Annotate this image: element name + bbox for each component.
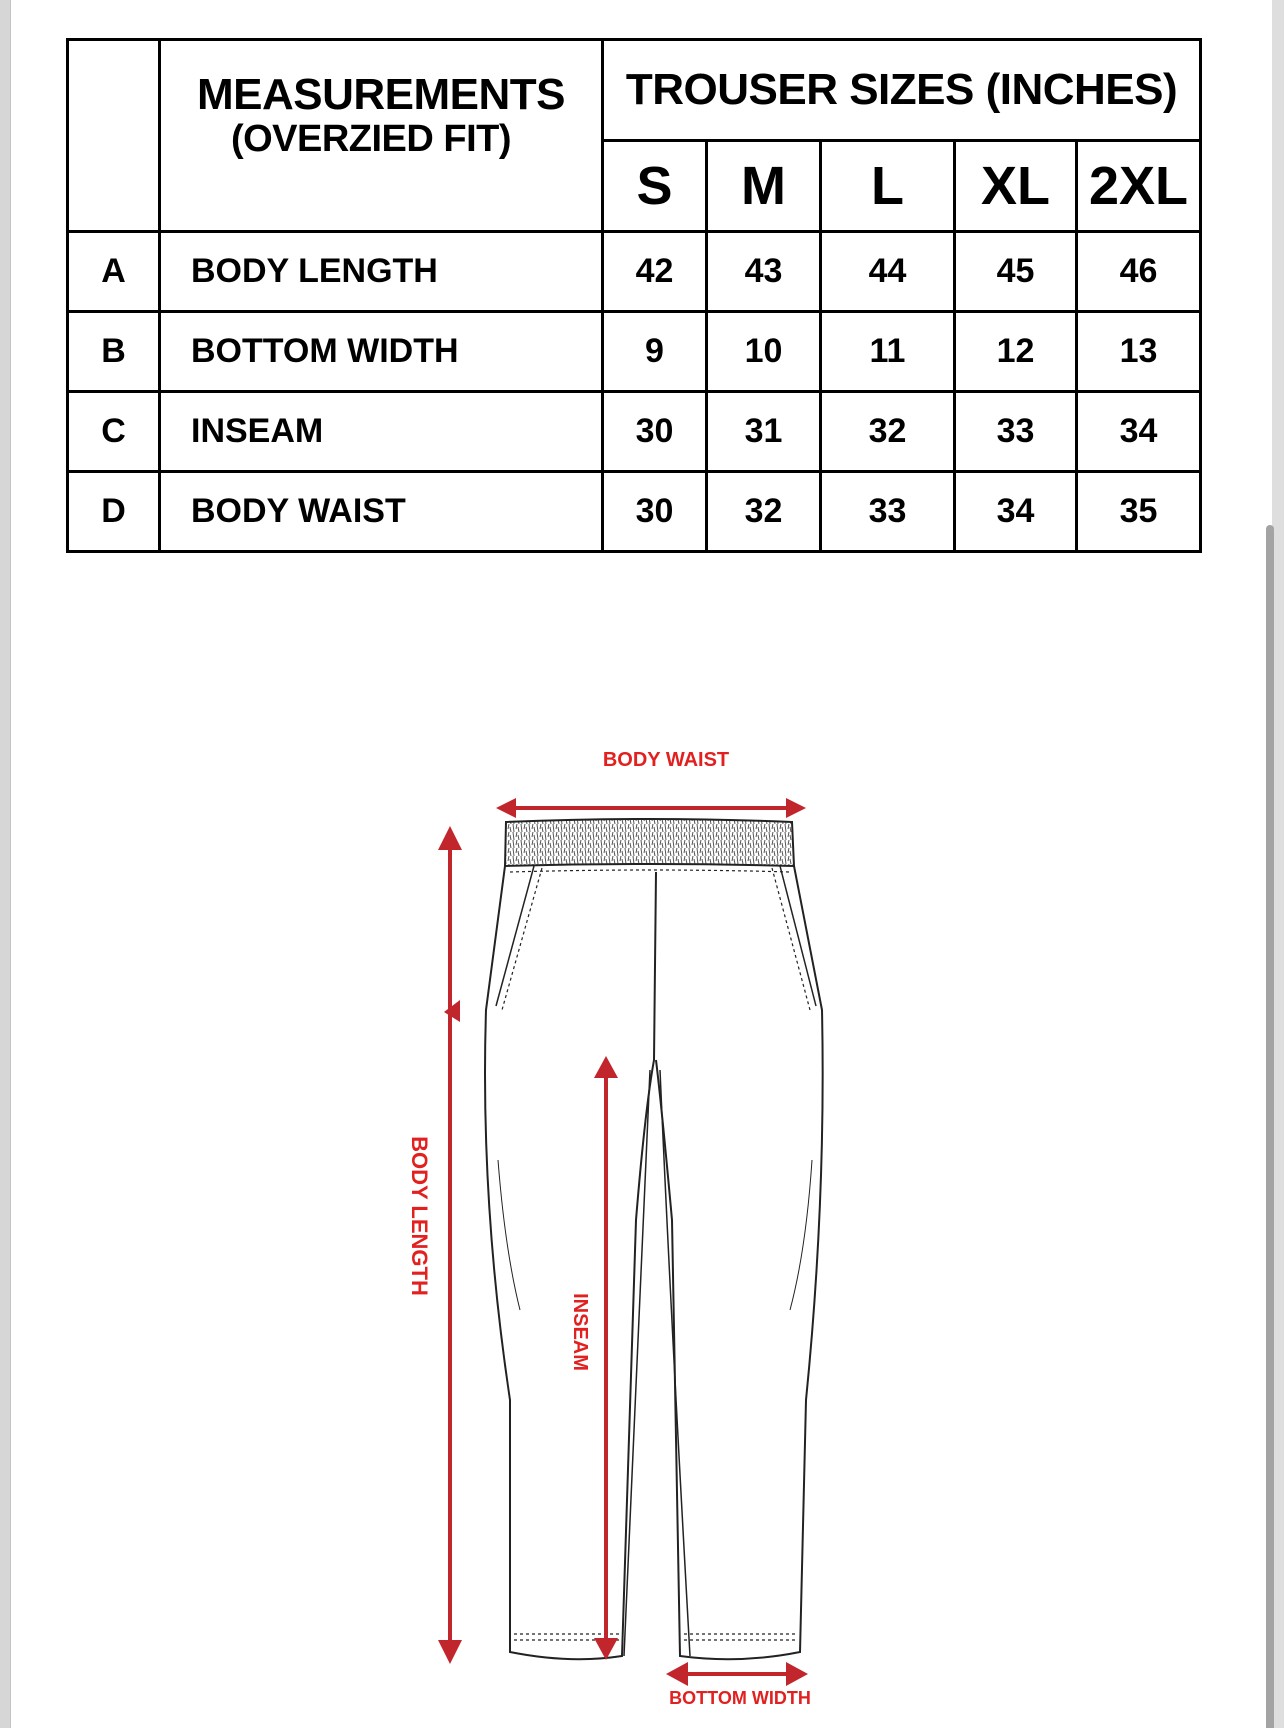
value-cell: 45	[955, 232, 1077, 312]
inseam-arrow	[594, 1056, 618, 1660]
table-row	[68, 312, 1201, 392]
row-measurement-name: BODY LENGTH	[160, 232, 603, 312]
body-length-arrow	[438, 826, 462, 1664]
value-cell: 11	[821, 312, 955, 392]
size-header-s: S	[603, 141, 707, 232]
value-cell: 32	[821, 392, 955, 472]
measurements-header	[160, 40, 603, 232]
value-cell: 44	[821, 232, 955, 312]
table-row	[68, 392, 1201, 472]
body-waist-label: BODY WAIST	[602, 749, 730, 771]
left-knee-crease	[498, 1160, 520, 1310]
size-header-2xl: 2XL	[1077, 141, 1201, 232]
right-knee-crease	[790, 1160, 812, 1310]
value-cell: 43	[707, 232, 821, 312]
table-row	[68, 232, 1201, 312]
size-chart-table	[66, 38, 1202, 553]
bottom-width-arrow	[666, 1662, 808, 1686]
table-row	[68, 472, 1201, 552]
value-cell: 33	[955, 392, 1077, 472]
trouser-sizes-header: TROUSER SIZES (INCHES)	[603, 40, 1201, 141]
inseam-label: INSEAM	[569, 1293, 591, 1371]
value-cell: 42	[603, 232, 707, 312]
scrollbar-thumb[interactable]	[1266, 525, 1274, 1728]
right-leg-outline	[656, 866, 823, 1659]
right-hem-stitch	[684, 1634, 798, 1640]
size-header-m: M	[707, 141, 821, 232]
waistband	[505, 819, 794, 866]
value-cell: 30	[603, 392, 707, 472]
value-cell: 9	[603, 312, 707, 392]
row-measurement-name: BODY WAIST	[160, 472, 603, 552]
value-cell: 35	[1077, 472, 1201, 552]
value-cell: 12	[955, 312, 1077, 392]
inner-seam-left	[624, 1070, 650, 1656]
measurements-title: MEASUREMENTS	[196, 70, 566, 119]
row-letter: D	[68, 472, 160, 552]
body-length-label: BODY LENGTH	[407, 1136, 432, 1296]
value-cell: 34	[955, 472, 1077, 552]
row-letter: B	[68, 312, 160, 392]
trouser-drawing	[485, 819, 823, 1659]
value-cell: 30	[603, 472, 707, 552]
value-cell: 46	[1077, 232, 1201, 312]
row-letter: A	[68, 232, 160, 312]
right-pocket-stitch	[772, 868, 810, 1010]
row-letter: C	[68, 392, 160, 472]
size-header-xl: XL	[955, 141, 1077, 232]
value-cell: 32	[707, 472, 821, 552]
value-cell: 34	[1077, 392, 1201, 472]
bottom-width-label: BOTTOM WIDTH	[669, 1688, 811, 1708]
value-cell: 33	[821, 472, 955, 552]
size-header-l: L	[821, 141, 955, 232]
waist-stitch	[510, 870, 790, 872]
value-cell: 10	[707, 312, 821, 392]
value-cell: 31	[707, 392, 821, 472]
row-measurement-name: INSEAM	[160, 392, 603, 472]
body-waist-arrow	[496, 798, 806, 818]
measurements-subtitle: (OVERZIED FIT)	[230, 118, 512, 160]
left-pocket-stitch	[502, 868, 542, 1010]
row-measurement-name: BOTTOM WIDTH	[160, 312, 603, 392]
value-cell: 13	[1077, 312, 1201, 392]
page-edge-left	[0, 0, 11, 1728]
